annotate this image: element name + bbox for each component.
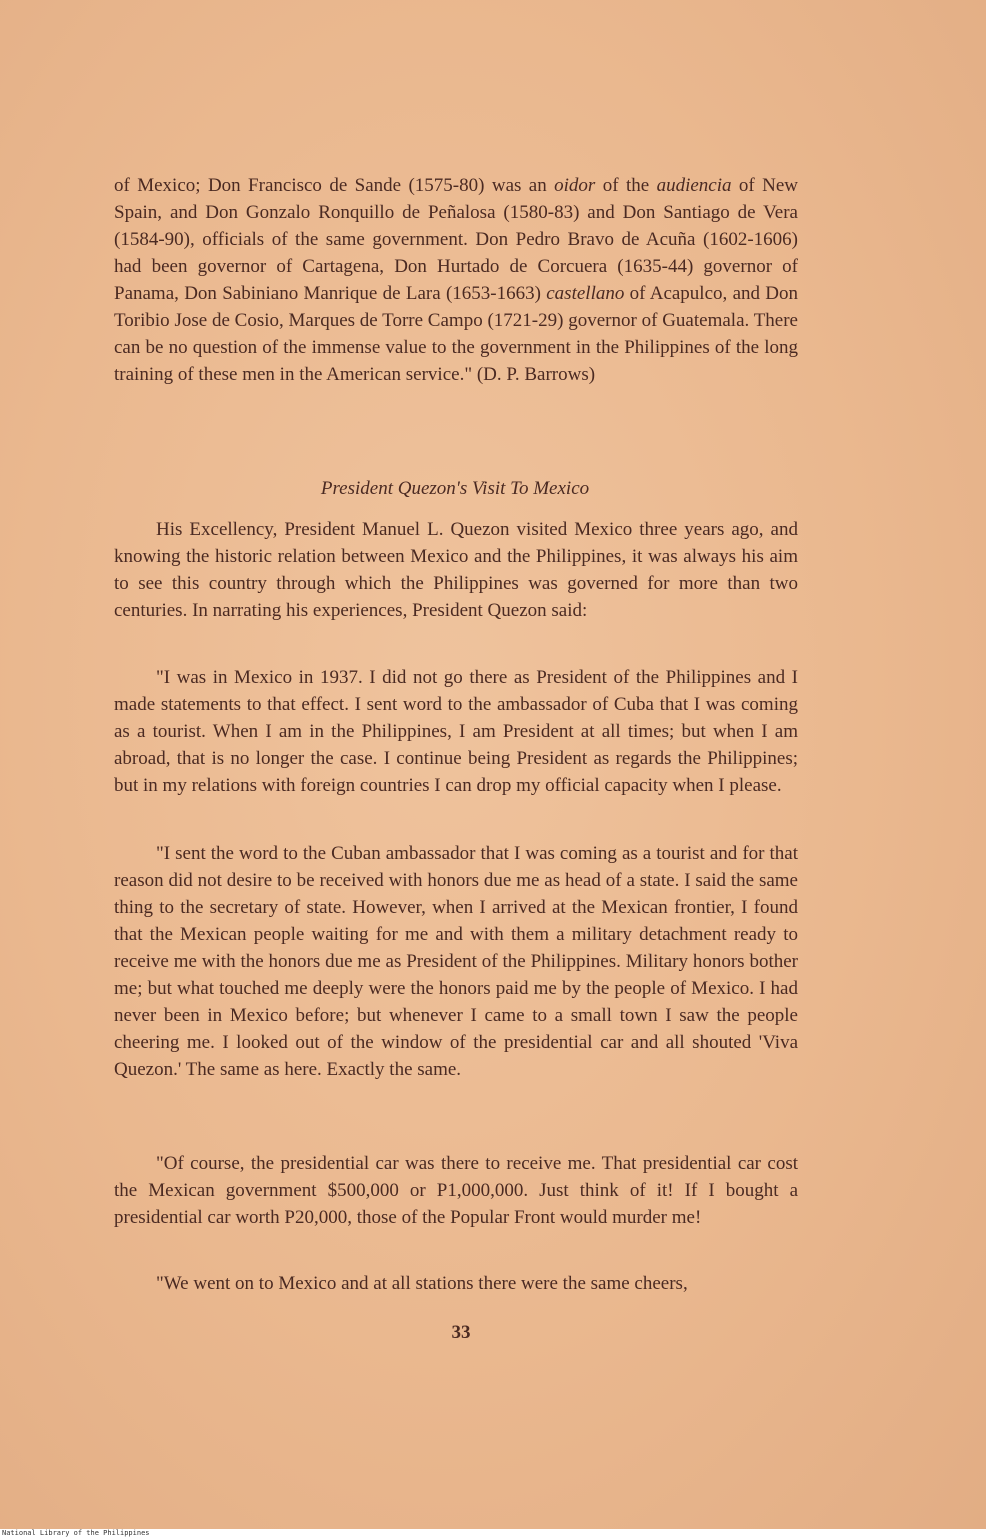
body-paragraph-5: [114, 1270, 798, 1297]
body-paragraph-1: [114, 516, 798, 624]
italic-term: audiencia: [656, 175, 732, 196]
body-paragraph-2: [114, 664, 798, 799]
paragraph-text: "We went on to Mexico and at all stations there were the same cheers,: [156, 1273, 688, 1294]
text-run: of Mexico; Don Francisco de Sande (1575-80) was an: [114, 175, 555, 196]
paragraph-text: "Of course, the presidential car was there to receive me. That presidential car cost the Mexican government $500,000 or P1,000,000. Just think of it! If I bought a presidential car worth P20,000, those of the Popular Front would murder me!: [114, 1153, 798, 1228]
page-number: 33: [451, 1322, 471, 1343]
library-credit: National Library of the Philippines: [0, 1529, 986, 1538]
italic-term: oidor: [554, 175, 596, 196]
intro-paragraph: [114, 172, 798, 388]
text-run: of the: [595, 175, 657, 196]
body-paragraph-3: [114, 840, 798, 1083]
text-run: of Acapulco, and Don Toribio Jose de Cosio, Marques de Torre Campo (1721-29) governor of Guatemala. There can be no question of the immense value to the government in the Philippines of the long training of these men in the American service." (D. P. Barrows): [114, 283, 799, 385]
paragraph-text: "I sent the word to the Cuban ambassador that I was coming as a tourist and for that reason did not desire to be received with honors due me as head of a state. I said the same thing to the secretary of state. However, when I arrived at the Mexican frontier, I found that the Mexican people waiting for me and with them a military detachment ready to receive me with the honors due me as President of the Philippines. Military honors bother me; but what touched me deeply were the honors paid me by the people of Mexico. I had never been in Mexico before; but whenever I came to a small town I saw the people cheering me. I looked out of the window of the presidential car and all shouted 'Viva Quezon.' The same as here. Exactly the same.: [114, 843, 798, 1080]
body-paragraph-4: [114, 1150, 798, 1231]
section-heading: President Quezon's Visit To Mexico: [320, 478, 590, 499]
italic-term: castellano: [546, 283, 625, 304]
paragraph-text: His Excellency, President Manuel L. Quezon visited Mexico three years ago, and knowing the historic relation between Mexico and the Philippines, it was always his aim to see this country through which the Philippines was governed for more than two centuries. In narrating his experiences, President Quezon said:: [114, 519, 798, 621]
intro-text: [114, 172, 798, 388]
text-run: of New Spain, and Don Gonzalo Ronquillo de Peñalosa (1580-83) and Don Santiago de Vera (1584-90), officials of the same government. Don Pedro Bravo de Acuña (1602-1606) had been governor of Cartagena, Don Hurtado de Corcuera (1635-44) governor of Panama, Don Sabiniano Manrique de Lara (1653-1663): [114, 175, 798, 304]
paragraph-text: "I was in Mexico in 1937. I did not go there as President of the Philippines and I made statements to that effect. I sent word to the ambassador of Cuba that I was coming as a tourist. When I am in the Philippines, I am President at all times; but when I am abroad, that is no longer the case. I continue being President as regards the Philippines; but in my relations with foreign countries I can drop my official capacity when I please.: [114, 667, 798, 796]
